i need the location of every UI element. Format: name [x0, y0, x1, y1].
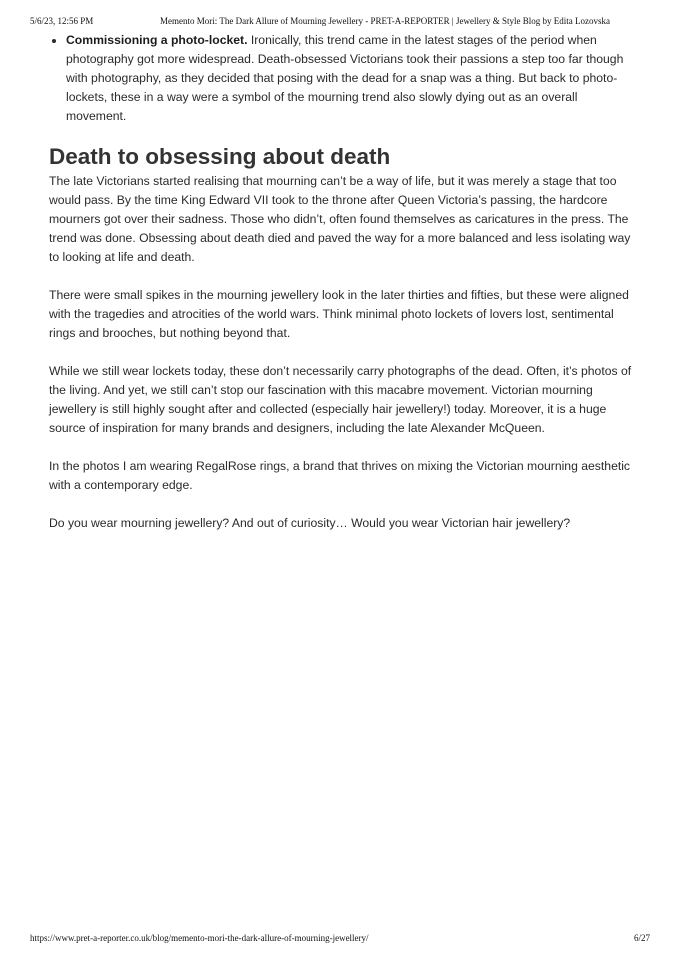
paragraph: In the photos I am wearing RegalRose rings, a brand that thrives on mixing the Victorian mourning aesthetic with a contemporary edge.: [49, 459, 631, 492]
paragraph: Do you wear mourning jewellery? And out of curiosity… Would you wear Victorian hair jewellery?: [49, 516, 571, 530]
page-number: 6/27: [633, 933, 650, 943]
bullet-list: [49, 31, 633, 126]
print-footer: [30, 933, 650, 943]
paragraph: The late Victorians started realising that mourning can’t be a way of life, but it was merely a stage that too would pass. By the time King Edward VII took to the throne after Queen Victoria’s passing, the hardcore mourners got over their sadness. Those who didn’t, often found themselves as caricatures in the press. The trend was done. Obsessing about death died and paved the way for a more balanced and less isolating way to looking at life and death.: [49, 174, 631, 264]
print-document-title: Memento Mori: The Dark Allure of Mourning Jewellery - PRET-A-REPORTER | Jewellery & Style Blog by Edita Lozovska: [160, 16, 610, 26]
section-heading: Death to obsessing about death: [49, 144, 391, 169]
print-timestamp: 5/6/23, 12:56 PM: [30, 16, 94, 26]
paragraph: There were small spikes in the mourning jewellery look in the later thirties and fifties, but these were aligned with the tragedies and atrocities of the world wars. Think minimal photo lockets of lovers lost, sentimental rings and brooches, but nothing beyond that.: [49, 288, 629, 340]
bullet-lead: Commissioning a photo-locket.: [66, 33, 248, 47]
article-body: [49, 31, 633, 552]
list-item: [66, 31, 633, 126]
paragraph: While we still wear lockets today, these don’t necessarily carry photographs of the dead. Often, it’s photos of the living. And yet, we still can’t stop our fascination with this macabre movement. Victorian mourning jewellery is still highly sought after and collected (especially hair jewellery!) today. Moreover, it is a huge source of inspiration for many brands and designers, including the late Alexander McQueen.: [49, 364, 632, 435]
bullet-text: Ironically, this trend came in the latest stages of the period when photography got more widespread. Death-obsessed Victorians took their passions a step too far though with photography, as they decided that posing with the dead for a snap was a thing. But back to photo-lockets, these in a way were a symbol of the mourning trend also slowly dying out as an overall movement.: [66, 33, 624, 123]
page-url: https://www.pret-a-reporter.co.uk/blog/memento-mori-the-dark-allure-of-mourning-jewellery/: [30, 933, 369, 943]
